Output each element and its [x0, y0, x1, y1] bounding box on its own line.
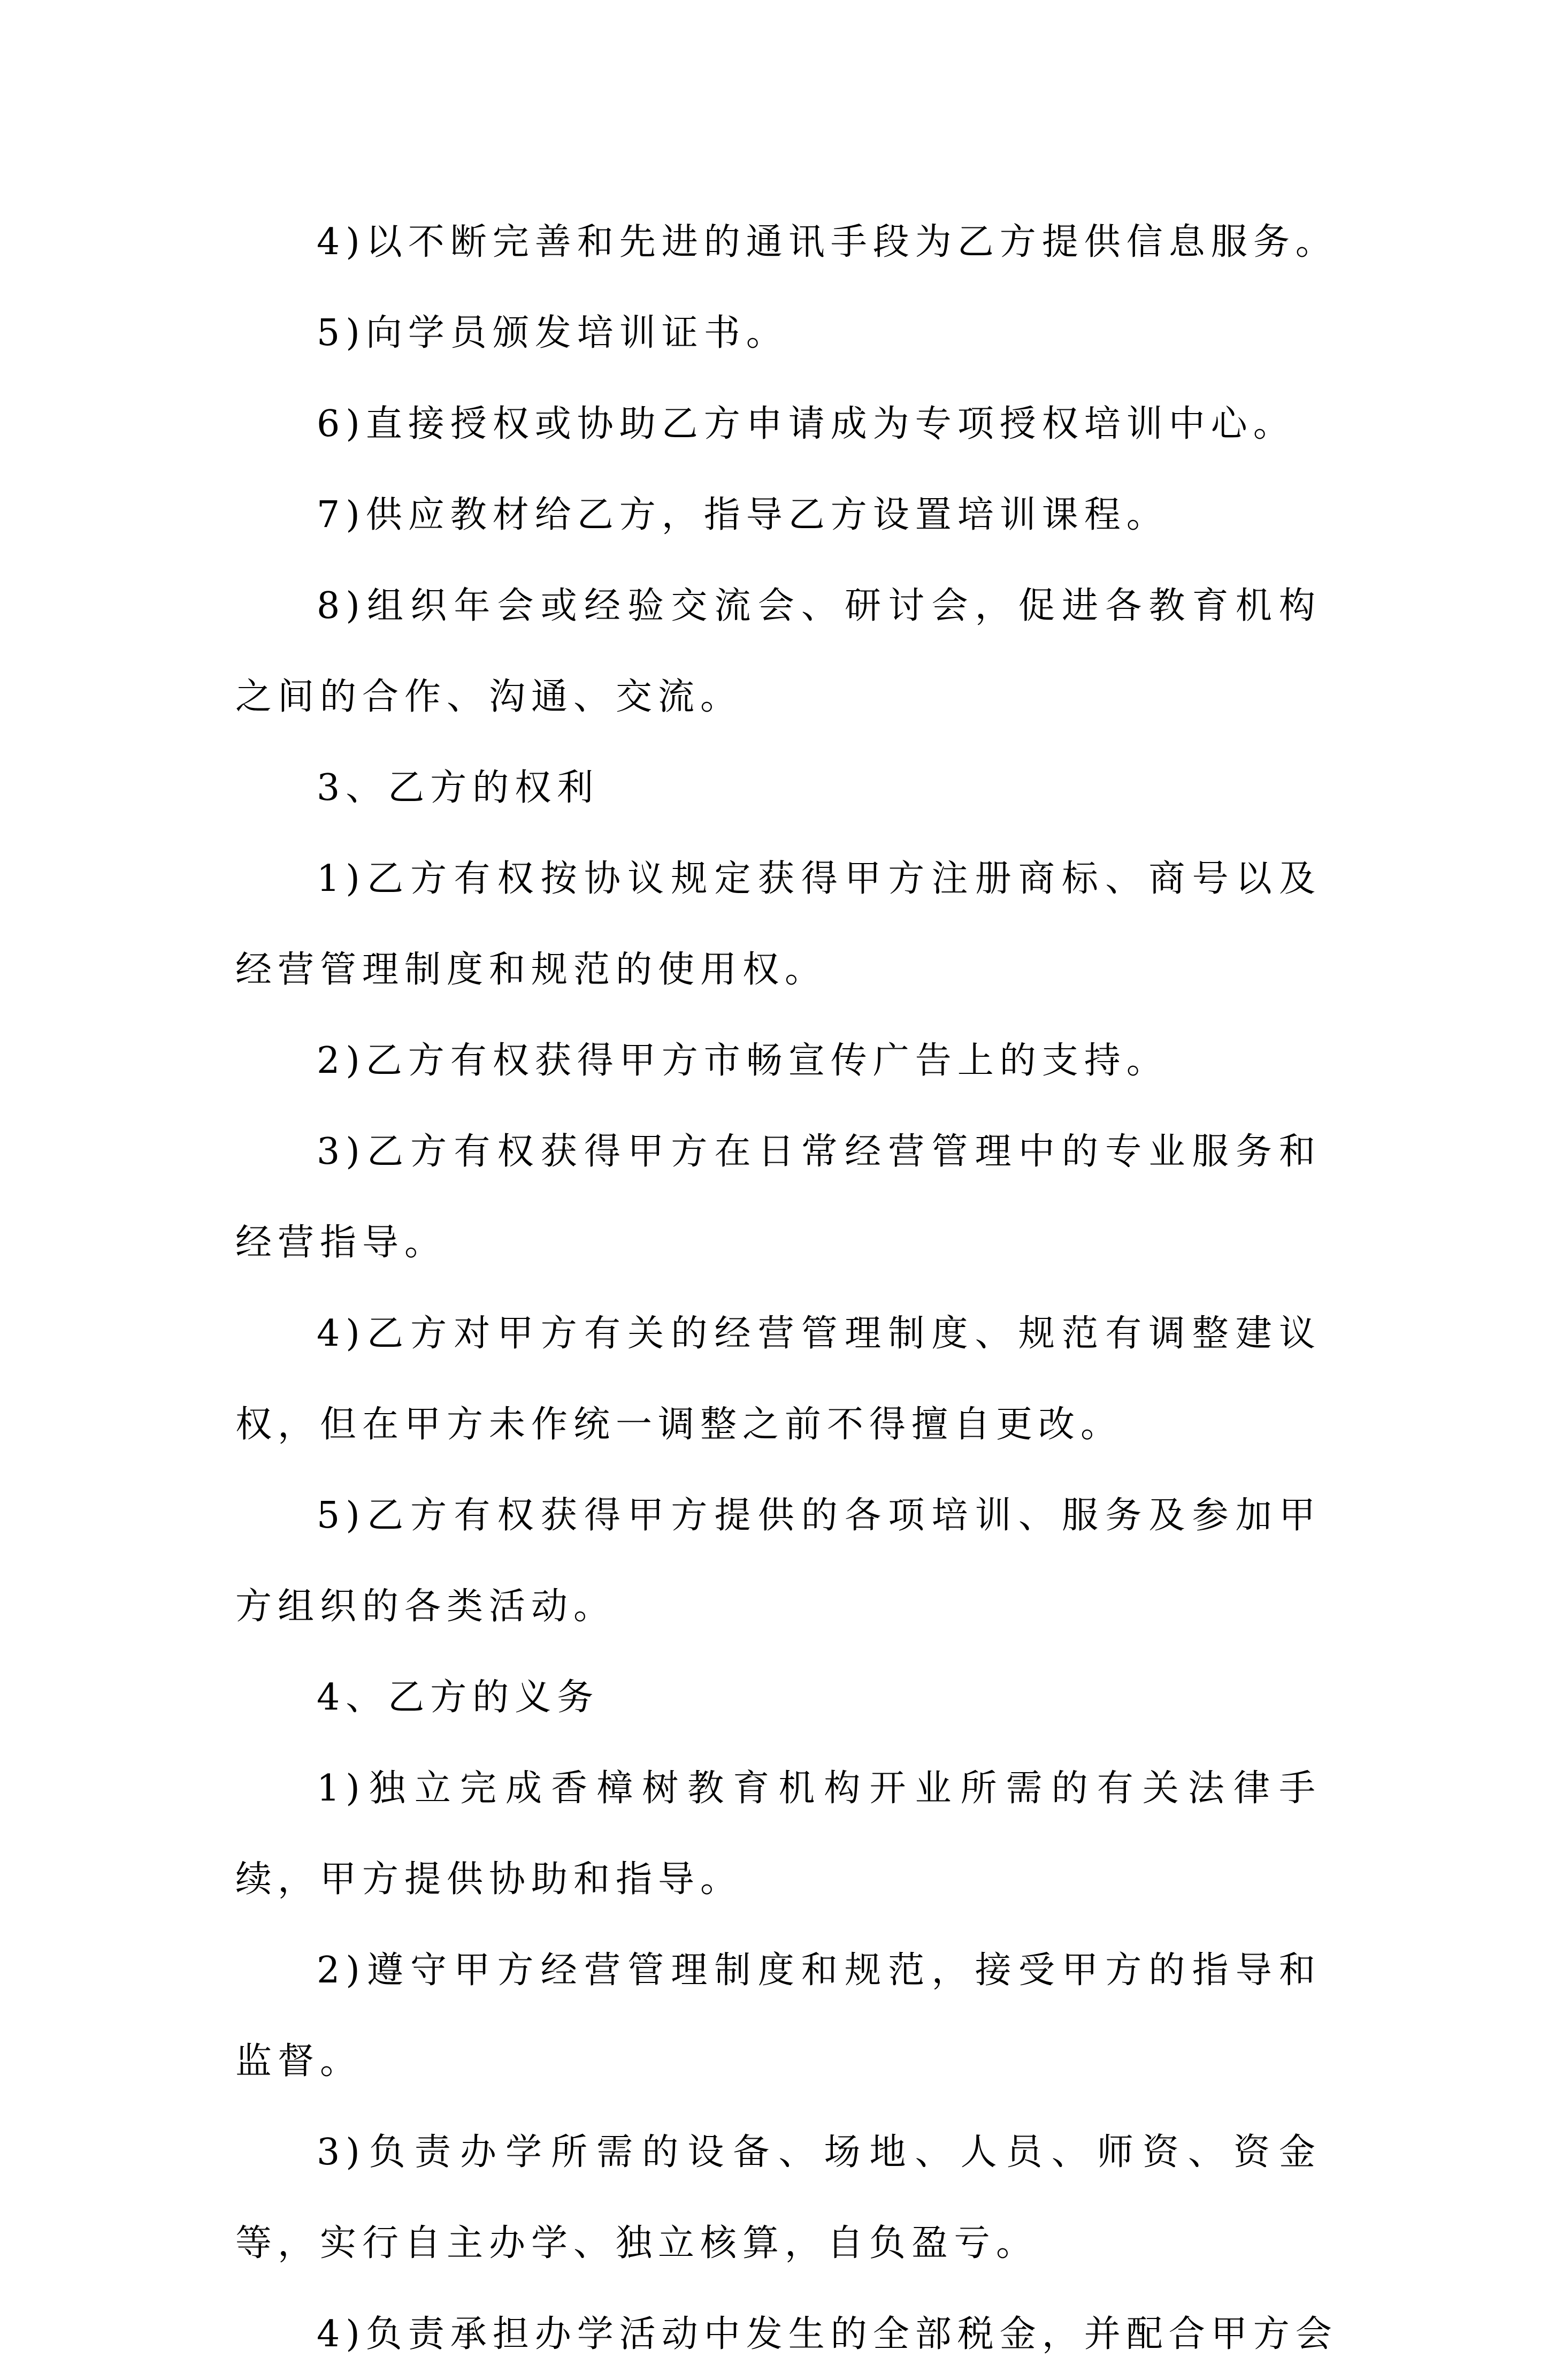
paragraph-right-4: 4)乙方对甲方有关的经营管理制度、规范有调整建议权，但在甲方未作统一调整之前不得擅自更改。	[235, 1313, 1321, 1446]
paragraph-right-3: 3)乙方有权获得甲方在日常经营管理中的专业服务和经营指导。	[235, 1131, 1321, 1264]
paragraph-duty-3: 3)负责办学所需的设备、场地、人员、师资、资金等，实行自主办学、独立核算，自负盈亏。	[235, 2131, 1321, 2264]
paragraph-right-1: 1)乙方有权按协议规定获得甲方注册商标、商号以及经营管理制度和规范的使用权。	[235, 858, 1321, 991]
paragraph-obligation-4: 4)以不断完善和先进的通讯手段为乙方提供信息服务。	[317, 221, 1338, 263]
paragraph-duty-1: 1)独立完成香樟树教育机构开业所需的有关法律手续，甲方提供协助和指导。	[235, 1767, 1321, 1901]
document-body	[235, 197, 1338, 2380]
paragraph-right-2: 2)乙方有权获得甲方市畅宣传广告上的支持。	[317, 1040, 1169, 1082]
paragraph-obligation-5: 5)向学员颁发培训证书。	[317, 312, 788, 354]
section-heading-party-b-rights: 3、乙方的权利	[317, 767, 600, 809]
paragraph-duty-2: 2)遵守甲方经营管理制度和规范，接受甲方的指导和监督。	[235, 1949, 1321, 2082]
paragraph-obligation-7: 7)供应教材给乙方，指导乙方设置培训课程。	[317, 494, 1169, 536]
paragraph-duty-4: 4)负责承担办学活动中发生的全部税金，并配合甲方会	[317, 2313, 1338, 2355]
paragraph-right-5: 5)乙方有权获得甲方提供的各项培训、服务及参加甲方组织的各类活动。	[235, 1494, 1321, 1628]
paragraph-obligation-8: 8)组织年会或经验交流会、研讨会，促进各教育机构之间的合作、沟通、交流。	[235, 585, 1321, 718]
paragraph-obligation-6: 6)直接授权或协助乙方申请成为专项授权培训中心。	[317, 403, 1296, 445]
section-heading-party-b-obligations: 4、乙方的义务	[317, 1676, 600, 1719]
